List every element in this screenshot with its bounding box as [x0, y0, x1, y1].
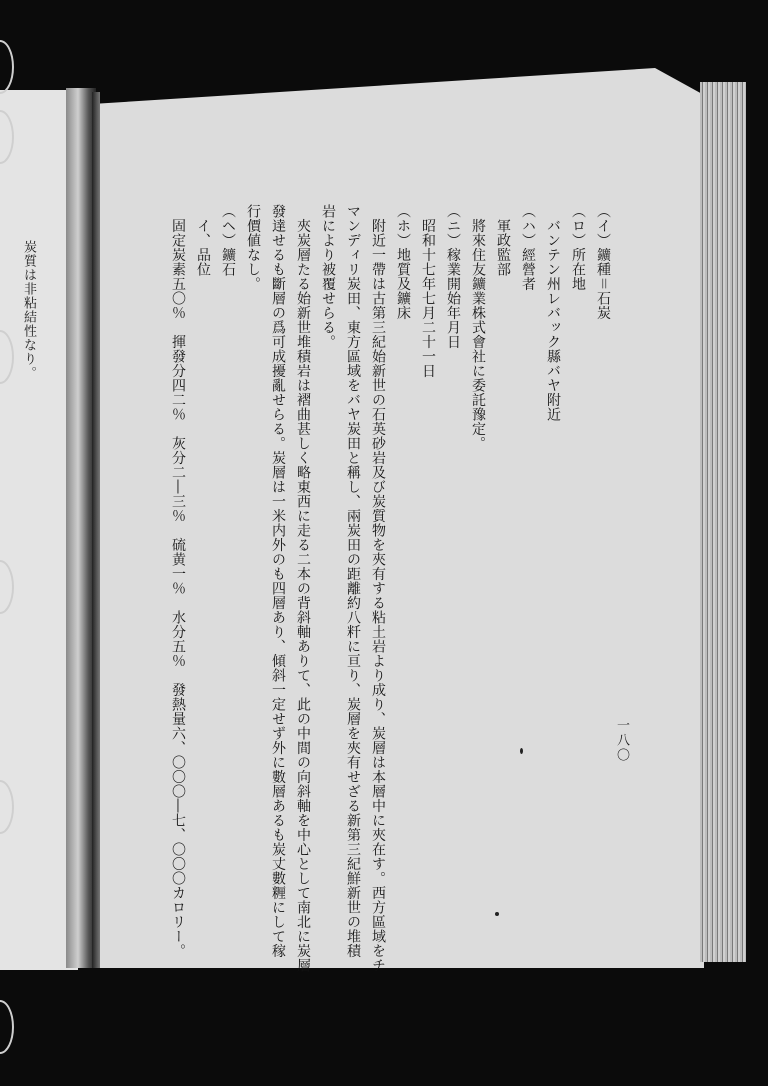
left-page-text: 炭質は非粘結性なり。 — [21, 240, 36, 380]
text-line: （ロ）所在地 — [570, 204, 586, 291]
binding-arc — [0, 40, 14, 94]
text-line: 軍政監部 — [495, 204, 511, 277]
page-body-text — [165, 204, 615, 973]
text-line: 將來住友鑛業株式會社に委託豫定。 — [470, 204, 486, 451]
dust-speck — [495, 912, 499, 916]
page-number: 一八〇 — [614, 718, 629, 763]
text-line: 附近一帶は古第三紀始新世の石英砂岩及び炭質物を夾有する粘土岩より成り、炭層は本層中に夾在す。西方區域をチ — [370, 204, 386, 973]
text-line: マンディリ炭田、東方區域をバヤ炭田と稱し、兩炭田の距離約八粁に亘り、炭層を夾有せざる新第三紀鮮新世の堆積 — [345, 204, 361, 958]
text-line: （ニ）稼業開始年月日 — [445, 204, 461, 349]
text-line: （ホ）地質及鑛床 — [395, 204, 411, 320]
page-binding-edge — [92, 92, 100, 968]
text-line: 發達せるも斷層の爲可成擾亂せらる。炭層は一米内外のも四層あり、傾斜一定せず外に數層あるも炭丈數糎にして稼 — [270, 204, 286, 958]
text-line: 固定炭素五〇％ 揮發分四二％ 灰分二―三％ 硫黄一％ 水分五％ 發熱量六、〇〇〇―七、〇〇〇カロリー。 — [170, 204, 186, 958]
dust-speck — [520, 748, 523, 754]
text-line: 岩により被覆せらる。 — [320, 204, 336, 349]
text-line: 昭和十七年七月二十一日 — [420, 204, 436, 378]
text-line: バンテン州レバック縣バヤ附近 — [545, 204, 561, 422]
text-line: （ハ）經營者 — [520, 204, 536, 291]
text-line: （イ）鑛種＝石炭 — [595, 204, 611, 320]
text-line: イ、品位 — [195, 204, 211, 277]
text-line: 行價値なし。 — [245, 204, 261, 291]
binding-arc — [0, 1000, 14, 1054]
page-stack-edge — [700, 82, 746, 962]
text-line: （ヘ）鑛石 — [220, 204, 236, 277]
text-line: 夾炭層たる始新世堆積岩は褶曲甚しく略東西に走る二本の背斜軸ありて、此の中間の向斜軸を中心として南北に炭層 — [295, 204, 311, 973]
